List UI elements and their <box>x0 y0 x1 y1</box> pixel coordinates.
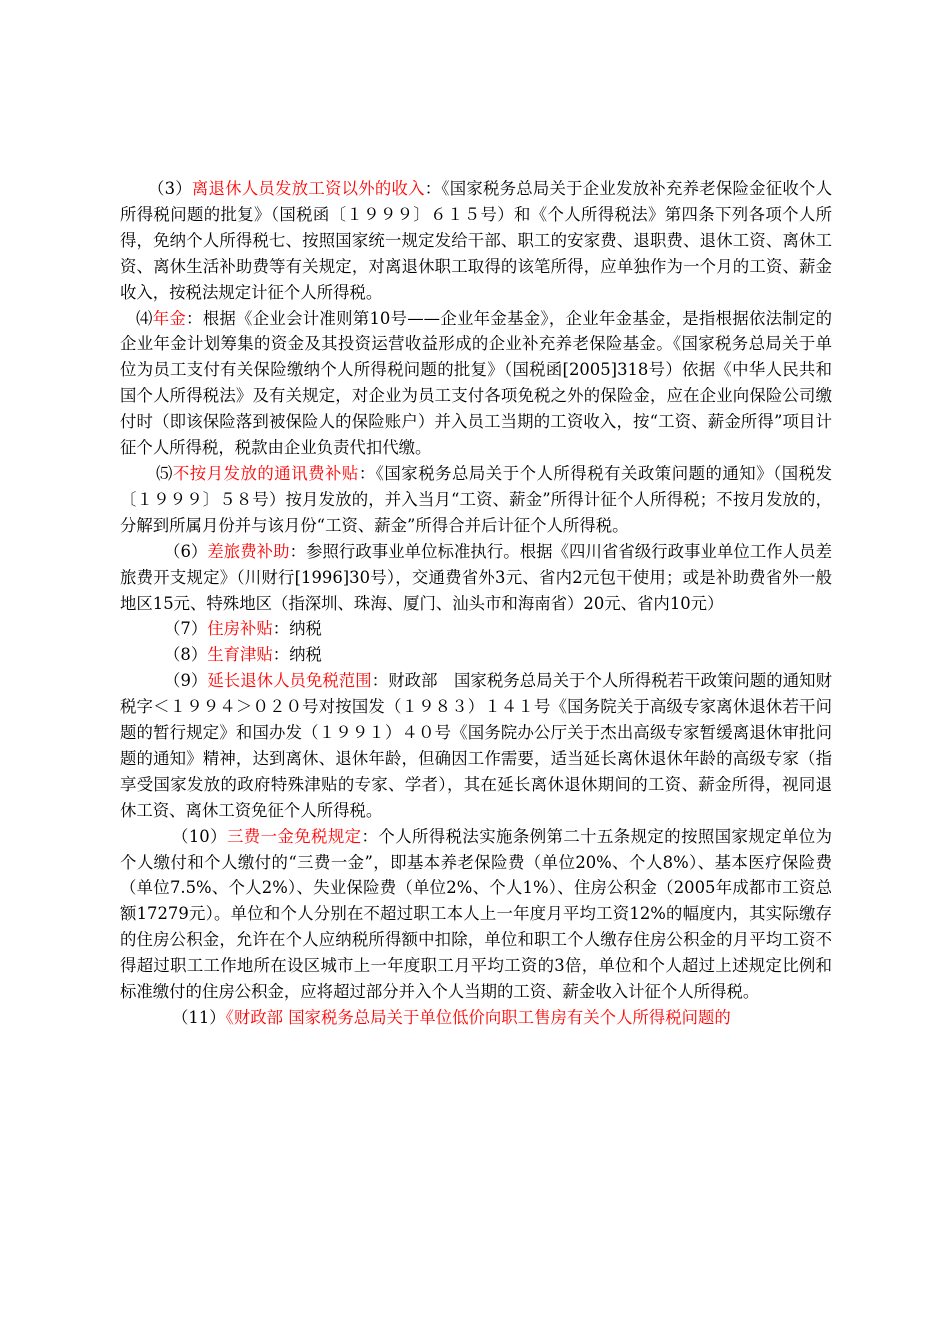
paragraph-11-label: （11） <box>172 1008 226 1027</box>
paragraph-5-label: ⑸ <box>156 463 173 483</box>
paragraph-6 <box>120 539 832 617</box>
paragraph-10-label: （10） <box>172 826 227 846</box>
document-body <box>120 176 832 1031</box>
paragraph-3 <box>120 176 832 306</box>
paragraph-11-heading: 《财政部 国家税务总局关于单位低价向职工售房有关个人所得税问题的 <box>225 1008 731 1027</box>
paragraph-7 <box>120 616 832 642</box>
paragraph-3-label: （3） <box>148 179 192 198</box>
paragraph-9-body: ：财政部 国家税务总局关于个人所得税若干政策问题的通知财税字＜１９９４＞０２０号对按国发（１９８３）１４１号《国务院关于高级专家离休退休若干问题的暂行规定》和国办发（１９９１）４０号《国务院办公厅关于杰出高级专家暂缓离退休审批问题的通知》精神，达到离休、退休年龄，但确因工作需要，适当延长离休退休年龄的高级专家（指享受国家发放的政府特殊津贴的专家、学者），其在延长离休退休期间的工资、薪金所得，视同退休工资、离休工资免征个人所得税。 <box>120 671 832 820</box>
paragraph-10-body: ：个人所得税法实施条例第二十五条规定的按照国家规定单位为个人缴付和个人缴付的“三费一金”，即基本养老保险费（单位20%、个人8%）、基本医疗保险费（单位7.5%、个人2%）、失业保险费（单位2%、个人1%）、住房公积金（2005年成都市工资总额17279元）。单位和个人分别在不超过职工本人上一年度月平均工资12%的幅度内，其实际缴存的住房公积金，允许在个人应纳税所得额中扣除，单位和职工个人缴存住房公积金的月平均工资不得超过职工工作地所在设区城市上一年度职工月平均工资的3倍，单位和个人超过上述规定比例和标准缴付的住房公积金，应将超过部分并入个人当期的工资、薪金收入计征个人所得税。 <box>120 826 833 1002</box>
paragraph-8-heading: 生育津贴 <box>207 645 273 665</box>
paragraph-8 <box>120 642 832 668</box>
paragraph-5-body: ：《国家税务总局关于个人所得税有关政策问题的通知》（国税发〔１９９９〕５８号）按月发放的，并入当月“工资、薪金”所得计征个人所得税；不按月发放的，分解到所属月份并与该月份“工资、薪金”所得合并后计征个人所得税。 <box>120 463 833 535</box>
paragraph-5-heading: 不按月发放的通讯费补贴 <box>172 463 359 483</box>
paragraph-10 <box>120 824 832 1005</box>
paragraph-8-body: ：纳税 <box>272 645 322 665</box>
paragraph-7-label: （7） <box>164 619 208 639</box>
paragraph-3-body: ：《国家税务总局关于企业发放补充养老保险金征收个人所得税问题的批复》（国税函〔１９９９〕６１５号）和《个人所得税法》第四条下列各项个人所得，免纳个人所得税七、按照国家统一规定发给干部、职工的安家费、退职费、退休工资、离休工资、离休生活补助费等有关规定，对离退休职工取得的该笔所得，应单独作为一个月的工资、薪金收入，按税法规定计征个人所得税。 <box>120 179 832 302</box>
paragraph-9-heading: 延长退休人员免税范围 <box>207 671 372 691</box>
paragraph-9-label: （9） <box>164 671 208 691</box>
paragraph-6-label: （6） <box>164 541 208 561</box>
paragraph-11 <box>120 1005 832 1031</box>
paragraph-6-heading: 差旅费补助 <box>207 541 290 561</box>
paragraph-4-label: ⑷ <box>136 308 153 328</box>
paragraph-6-body: ：参照行政事业单位标准执行。根据《四川省省级行政事业单位工作人员差旅费开支规定》（川财行[1996]30号），交通费省外3元、省内2元包干使用；或是补助费省外一般地区15元、特殊地区（指深圳、珠海、厦门、汕头市和海南省）20元、省内10元） <box>120 541 833 613</box>
paragraph-5 <box>120 461 832 539</box>
paragraph-4 <box>120 306 832 461</box>
paragraph-4-heading: 年金 <box>152 308 187 328</box>
paragraph-9 <box>120 668 832 823</box>
paragraph-4-body: ：根据《企业会计准则第10号——企业年金基金》，企业年金基金，是指根据依法制定的企业年金计划筹集的资金及其投资运营收益形成的企业补充养老保险基金。《国家税务总局关于单位为员工支付有关保险缴纳个人所得税问题的批复》（国税函[2005]318号）依据《中华人民共和国个人所得税法》及有关规定，对企业为员工支付各项免税之外的保险金，应在企业向保险公司缴付时（即该保险落到被保险人的保险账户）并入员工当期的工资收入，按“工资、薪金所得”项目计征个人所得税，税款由企业负责代扣代缴。 <box>120 308 833 458</box>
paragraph-7-heading: 住房补贴 <box>207 619 273 639</box>
paragraph-10-heading: 三费一金免税规定 <box>226 826 362 846</box>
paragraph-7-body: ：纳税 <box>272 619 322 639</box>
paragraph-3-heading: 离退休人员发放工资以外的收入 <box>191 179 425 198</box>
paragraph-8-label: （8） <box>164 645 208 665</box>
